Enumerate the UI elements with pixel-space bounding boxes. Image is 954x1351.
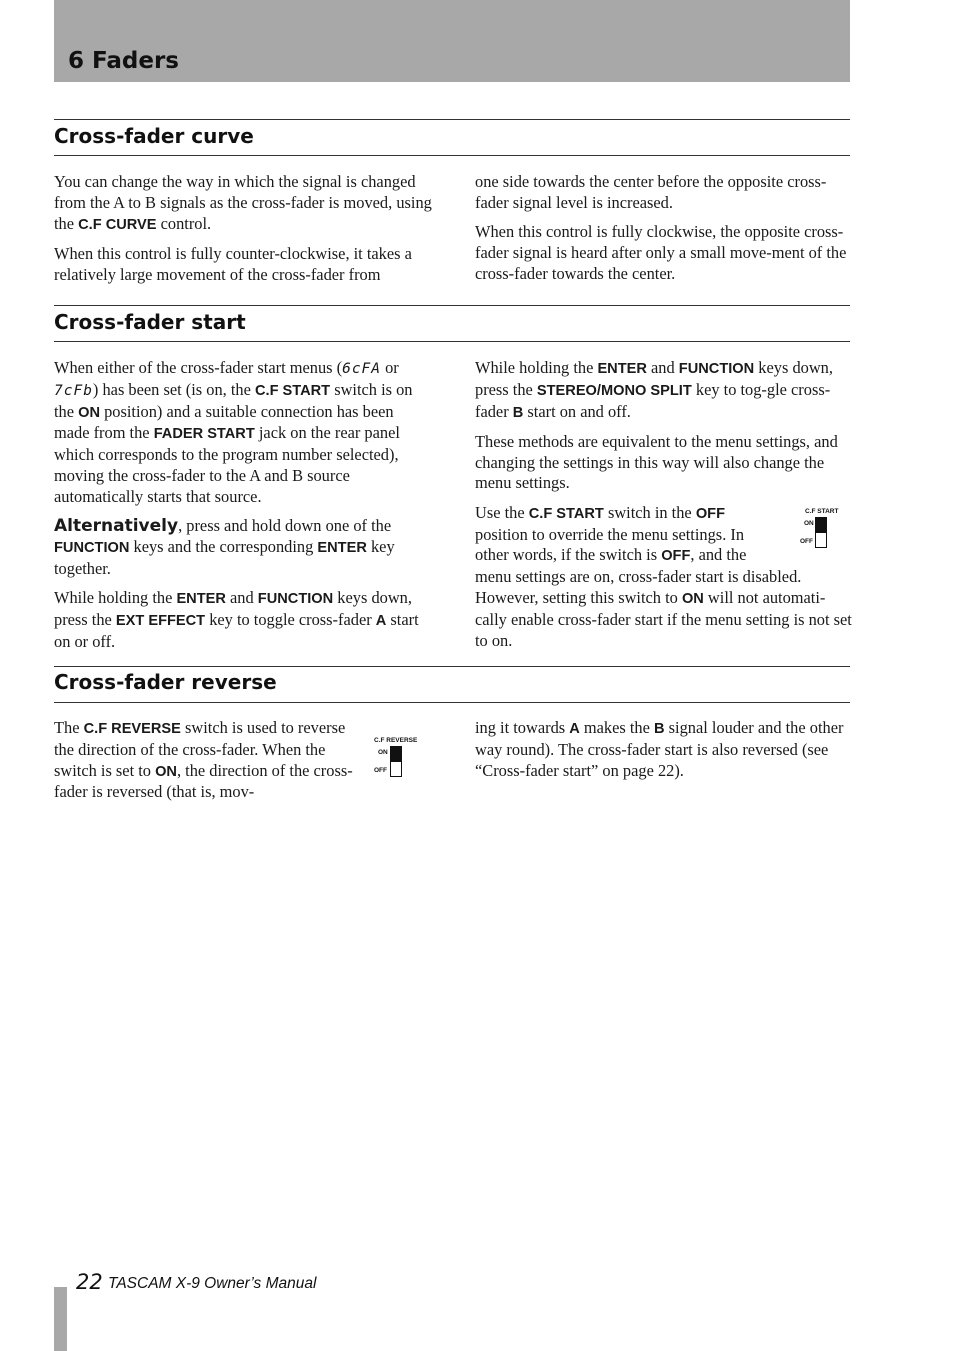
reverse-right-column [475,718,853,790]
paragraph: When this control is fully counter-clockwise, it takes a relatively large movement of the cross-fader from [54,243,412,284]
paragraph: ing it towards A makes the B signal louder and the other way round). The cross-fader start is also reversed (see “Cross-fader start” on page 22). [475,718,844,780]
switch-title: C.F REVERSE [374,737,418,744]
manual-title: TASCAM X-9 Owner’s Manual [108,1275,317,1292]
cf-start-switch-figure [800,508,850,550]
paragraph: Alternatively, press and hold down one of the FUNCTION keys and the corresponding ENTER key together. [54,516,395,578]
paragraph: When either of the cross-fader start menus (6cFA or 7cFb) has been set (is on, the C.F START switch is on the ON position) and a suitable connection has been made from the FADER START jack on the rear panel which corresponds to the program number selected), moving the cross-fader to the A and B source automatically starts that source. [54,358,413,506]
section-rule-top [54,666,850,667]
switch-body [390,746,402,777]
paragraph: When this control is fully clockwise, the opposite cross-fader signal is heard after only a small move-ment of the cross-fader towards the center. [475,222,847,283]
section-title-reverse: Cross-fader reverse [54,670,277,694]
curve-right-column [475,172,853,293]
cf-reverse-switch-figure [374,737,424,779]
page-number: 22 [76,1270,103,1294]
switch-off-label: OFF [374,767,387,774]
paragraph: These methods are equivalent to the menu settings, and changing the settings in this way will also change the menu settings. [475,431,838,493]
section-title-curve: Cross-fader curve [54,124,254,148]
switch-on-label: ON [804,520,814,527]
chapter-header-bar [54,0,850,82]
paragraph: Use the C.F START switch in the OFF position to override the menu settings. In other words, if the switch is OFF, and the menu settings are on, cross-fader start is disabled. However, setting this switch to ON will not automati-cally enable cross-fader start if the menu setting is not set to on. [475,502,852,650]
paragraph: The C.F REVERSE switch is used to reverse the direction of the cross-fader. When the switch is set to ON, the direction of the cross-fader is reversed (that is, mov- [54,718,353,802]
switch-body [815,517,827,548]
section-rule-top [54,119,850,120]
curve-left-column [54,172,432,294]
paragraph: While holding the ENTER and FUNCTION keys down, press the EXT EFFECT key to toggle cross-fader A start on or off. [54,587,419,651]
lcd-menu-code: 7cFb [54,382,93,399]
start-left-column [54,358,432,661]
paragraph: You can change the way in which the signal is changed from the A to B signals as the cross-fader is moved, using the C.F CURVE control. [54,172,432,233]
switch-knob [391,747,401,762]
paragraph: one side towards the center before the opposite cross-fader signal level is increased. [475,172,827,212]
reverse-left-column [54,718,354,812]
section-title-start: Cross-fader start [54,310,246,334]
switch-off-label: OFF [800,538,813,545]
footer-tab-strip [54,1287,67,1351]
chapter-title: 6 Faders [68,48,179,74]
switch-knob [816,518,826,533]
start-right-column [475,358,853,660]
paragraph: While holding the ENTER and FUNCTION keys down, press the STEREO/MONO SPLIT key to tog-gle cross-fader B start on and off. [475,358,833,421]
section-rule-bottom [54,155,850,156]
lcd-menu-code: 6cFA [342,361,382,377]
section-rule-bottom [54,702,850,703]
switch-title: C.F START [805,508,839,515]
section-rule-top [54,305,850,306]
switch-on-label: ON [378,749,388,756]
section-rule-bottom [54,341,850,342]
